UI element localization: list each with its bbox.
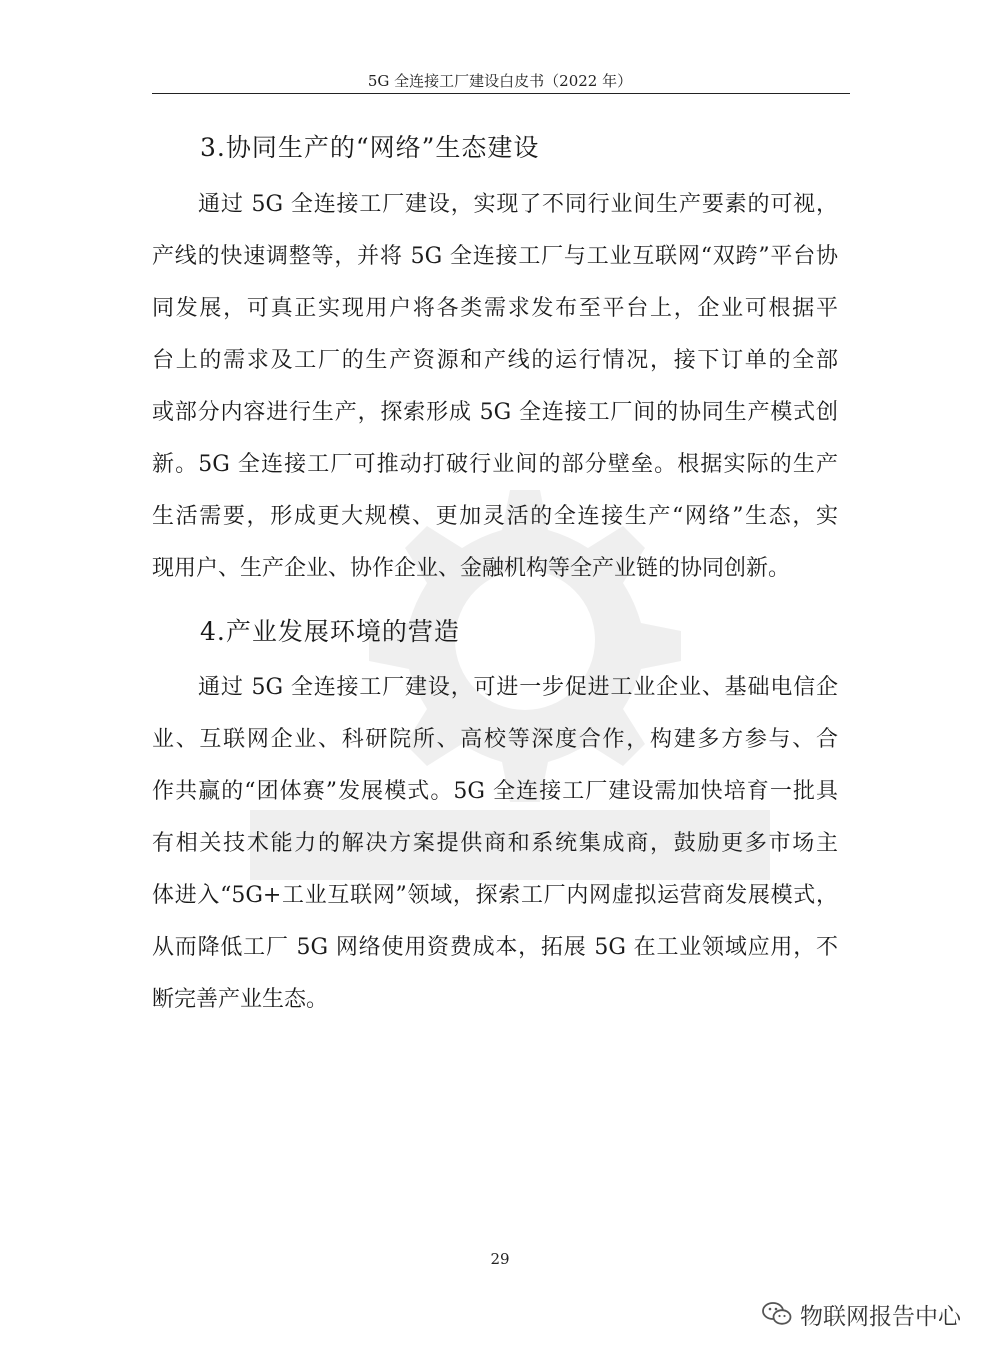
wechat-icon	[762, 1301, 792, 1327]
paragraph-line: 新。5G 全连接工厂可推动打破行业间的部分壁垒。根据实际的生产	[152, 452, 838, 477]
paragraph-line: 作共赢的“团体赛”发展模式。5G 全连接工厂建设需加快培育一批具	[152, 779, 838, 804]
paragraph-line: 体进入“5G+工业互联网”领域，探索工厂内网虚拟运营商发展模式，	[152, 883, 838, 908]
paragraph-line: 从而降低工厂 5G 网络使用资费成本，拓展 5G 在工业领域应用，不	[152, 935, 838, 960]
paragraph-line: 同发展，可真正实现用户将各类需求发布至平台上，企业可根据平	[152, 296, 838, 321]
paragraph-line: 业、互联网企业、科研院所、高校等深度合作，构建多方参与、合	[152, 727, 838, 752]
running-header: 5G 全连接工厂建设白皮书（2022 年）	[367, 72, 633, 90]
header-rule	[152, 93, 850, 94]
page-number: 29	[490, 1250, 510, 1268]
paragraph-line: 现用户、生产企业、协作企业、金融机构等全产业链的协同创新。	[152, 556, 791, 581]
paragraph-line: 台上的需求及工厂的生产资源和产线的运行情况，接下订单的全部	[152, 348, 838, 373]
paragraph-line: 断完善产业生态。	[152, 987, 329, 1012]
paragraph-line: 生活需要，形成更大规模、更加灵活的全连接生产“网络”生态，实	[152, 504, 838, 529]
source-label: 物联网报告中心	[800, 1303, 961, 1330]
section-heading-4: 4.产业发展环境的营造	[200, 617, 460, 646]
paragraph-line: 通过 5G 全连接工厂建设，可进一步促进工业企业、基础电信企	[198, 675, 838, 700]
paragraph-line: 或部分内容进行生产，探索形成 5G 全连接工厂间的协同生产模式创	[152, 400, 838, 425]
paragraph-line: 产线的快速调整等，并将 5G 全连接工厂与工业互联网“双跨”平台协	[152, 244, 838, 269]
paragraph-line: 有相关技术能力的解决方案提供商和系统集成商，鼓励更多市场主	[152, 831, 838, 856]
paragraph-line: 通过 5G 全连接工厂建设，实现了不同行业间生产要素的可视，	[198, 192, 838, 217]
source-badge	[762, 1294, 961, 1334]
section-heading-3: 3.协同生产的“网络”生态建设	[200, 133, 540, 162]
